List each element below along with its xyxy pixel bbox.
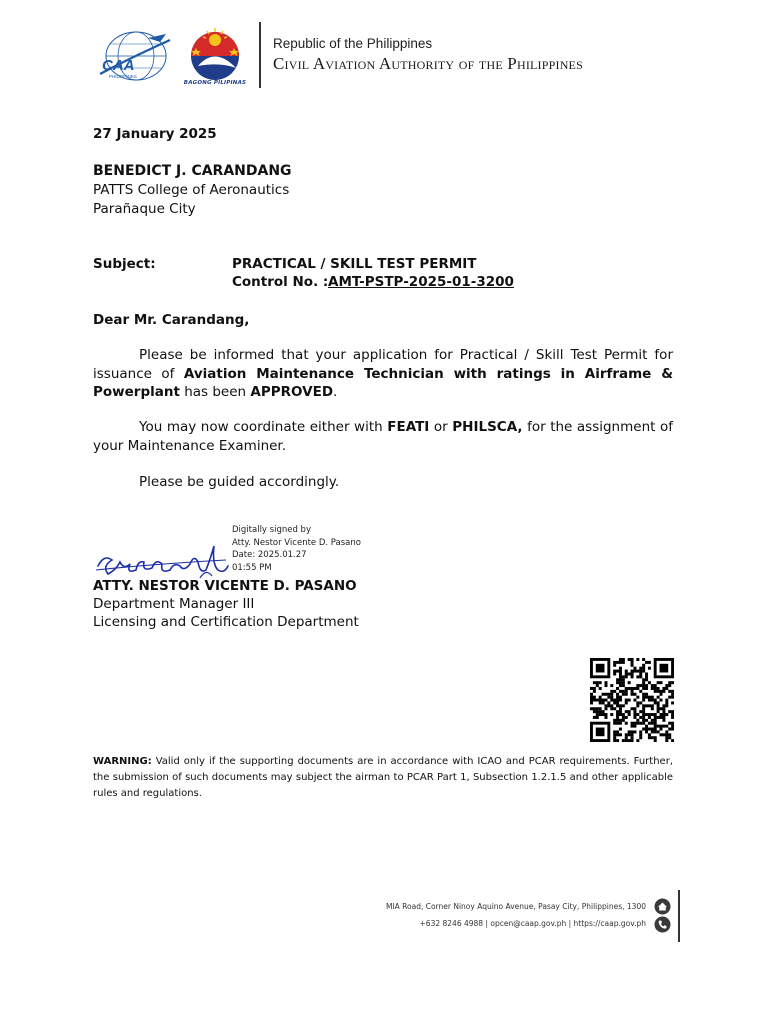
digital-signed-by: Digitally signed by [232, 525, 311, 535]
letter-date: 27 January 2025 [93, 126, 217, 142]
approval-text-3: . [333, 384, 338, 400]
salutation: Dear Mr. Carandang, [93, 312, 250, 328]
phone-icon [654, 916, 671, 933]
republic-line: Republic of the Philippines [273, 36, 433, 51]
footer-divider [678, 890, 680, 942]
bagong-pilipinas-caption: BAGONG PILIPINAS [183, 80, 247, 86]
approval-text-2: has been [179, 384, 251, 400]
signer-name: ATTY. NESTOR VICENTE D. PASANO [93, 578, 357, 594]
approval-status: APPROVED [250, 384, 334, 400]
digital-signature-info [232, 524, 361, 574]
subject-value: PRACTICAL / SKILL TEST PERMIT [232, 256, 477, 272]
agency-name: Civil Aviation Authority of the Philippines [273, 54, 583, 73]
caa-logo [96, 30, 172, 86]
control-number-value: AMT-PSTP-2025-01-3200 [328, 274, 514, 290]
warning-notice [93, 754, 673, 802]
caa-logo-subtext: PHILIPPINES [109, 74, 137, 79]
digital-sign-time: 01:55 PM [232, 562, 272, 573]
control-number-label: Control No. : [232, 274, 329, 290]
signer-title: Department Manager III [93, 596, 255, 612]
footer-address: MIA Road, Corner Ninoy Aquino Avenue, Pasay City, Philippines, 1300 [385, 902, 646, 911]
school-feati: FEATI [387, 419, 430, 435]
recipient-organization: PATTS College of Aeronautics [93, 182, 290, 198]
warning-label: WARNING: [93, 756, 152, 767]
coordination-text-2: or [429, 419, 453, 435]
school-philsca: PHILSCA, [452, 419, 523, 435]
coordination-paragraph [93, 418, 673, 455]
closing-paragraph: Please be guided accordingly. [139, 474, 340, 490]
recipient-name: BENEDICT J. CARANDANG [93, 163, 292, 179]
signer-department: Licensing and Certification Department [93, 614, 359, 630]
coordination-text-3: for the assignment of your Maintenance Examiner. [93, 419, 673, 454]
digital-signer-name: Atty. Nestor Vicente D. Pasano [232, 537, 361, 548]
approval-paragraph [93, 346, 673, 402]
footer-contact: +632 8246 4988 | opcen@caap.gov.ph | https://caap.gov.ph [419, 919, 646, 928]
caa-logo-text: CAA [102, 57, 135, 74]
digital-sign-date: Date: 2025.01.27 [232, 550, 307, 560]
coordination-text-1: You may now coordinate either with [139, 419, 388, 435]
recipient-city: Parañaque City [93, 201, 196, 217]
home-icon [654, 898, 671, 915]
warning-text: Valid only if the supporting documents are in accordance with ICAO and PCAR requirements. Further, the submission of such documents may subject the airman to PCAR Part 1, Subsection 1.2.1.5 and other applicable rules and regulations. [93, 756, 673, 799]
approval-text-1: Please be informed that your application for Practical / Skill Test Permit for issuance of [93, 347, 673, 382]
subject-label: Subject: [93, 256, 156, 272]
qr-code [590, 658, 674, 742]
header-divider [259, 22, 261, 88]
license-rating: Aviation Maintenance Technician with ratings in Airframe & Powerplant [93, 365, 673, 400]
